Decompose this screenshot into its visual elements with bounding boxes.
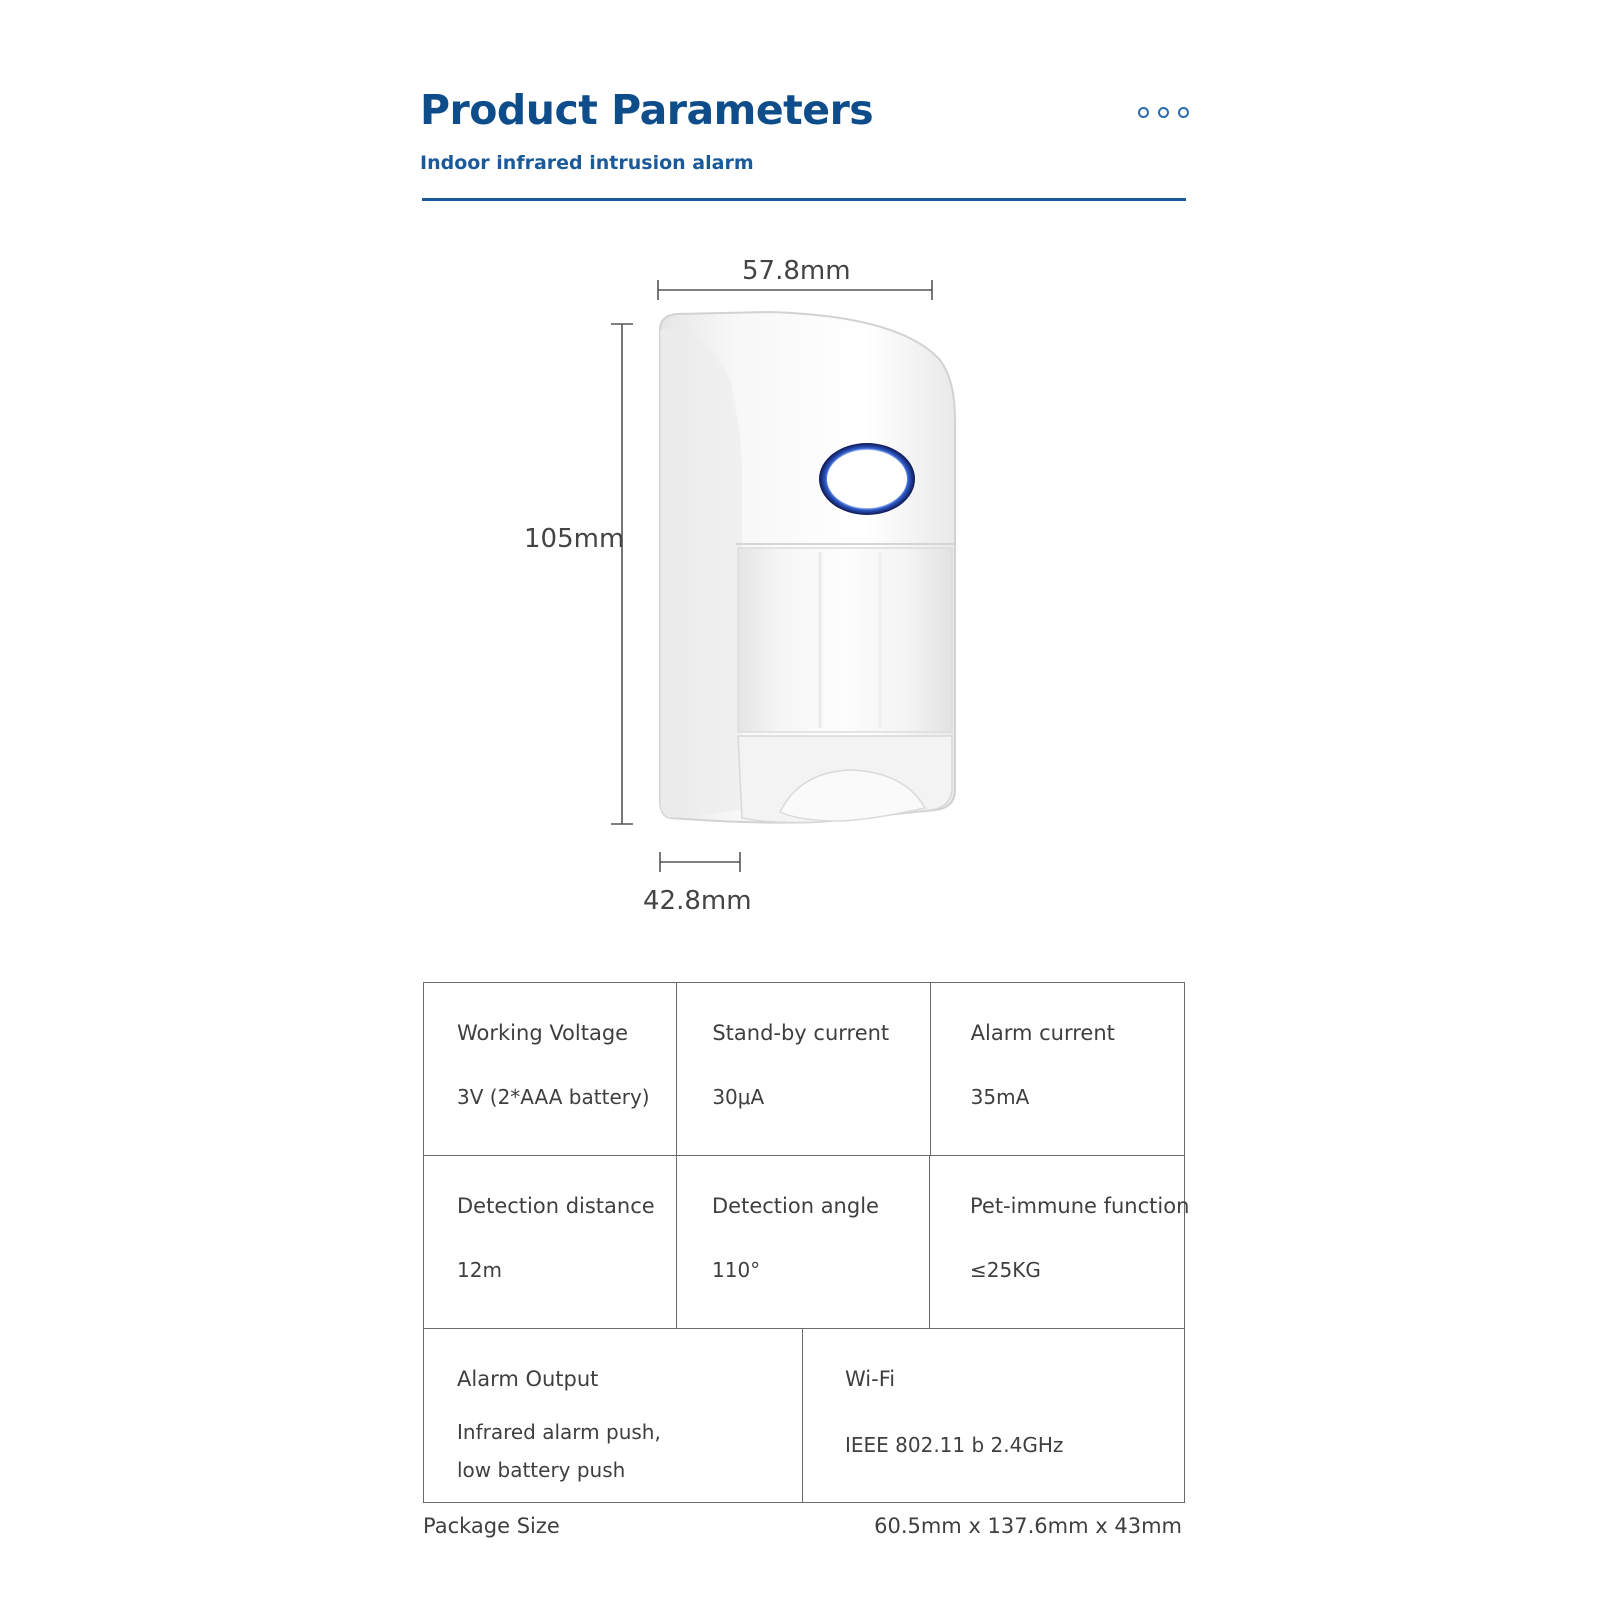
spec-label: Wi-Fi [844, 1367, 896, 1391]
page-title: Product Parameters [420, 86, 874, 134]
spec-table [423, 982, 1190, 1503]
spec-cell-alarm-output [424, 1329, 803, 1502]
spec-cell-detection-angle [677, 1156, 930, 1328]
width-dimension-label: 57.8mm [742, 256, 851, 286]
spec-value: 3V (2*AAA battery) [457, 1085, 650, 1109]
spec-value: ≤25KG [970, 1258, 1041, 1282]
sensor-device [660, 312, 955, 823]
spec-value: IEEE 802.11 b 2.4GHz [844, 1433, 1064, 1457]
spec-row [424, 1329, 1184, 1502]
spec-value-multiline: Infrared alarm push, low battery push [457, 1420, 661, 1482]
spec-cell-working-voltage [424, 983, 677, 1155]
height-dimension-label: 105mm [524, 524, 625, 554]
spec-row [424, 1156, 1190, 1329]
spec-label: Alarm current [970, 1021, 1115, 1045]
spec-cell-detection-distance [424, 1156, 677, 1328]
spec-label: Detection angle [712, 1194, 879, 1218]
spec-cell-alarm-current [931, 983, 1184, 1155]
spec-value: 110° [712, 1258, 761, 1282]
spec-value: 30μA [712, 1085, 765, 1109]
depth-dimension-line [660, 852, 740, 872]
spec-label: Alarm Output [457, 1367, 599, 1391]
spec-cell-pet-immune [930, 1156, 1190, 1328]
package-size-value: 60.5mm x 137.6mm x 43mm [874, 1514, 1182, 1538]
spec-row [424, 983, 1184, 1156]
height-dimension-line [611, 324, 633, 824]
spec-cell-standby-current [677, 983, 930, 1155]
spec-label: Working Voltage [457, 1021, 629, 1045]
spec-label: Detection distance [457, 1194, 655, 1218]
page-subtitle: Indoor infrared intrusion alarm [420, 152, 754, 174]
spec-label: Stand-by current [712, 1021, 890, 1045]
spec-value: 35mA [970, 1085, 1030, 1109]
spec-label: Pet-immune function [970, 1194, 1190, 1218]
spec-value: 12m [457, 1258, 502, 1282]
package-size-label: Package Size [423, 1514, 560, 1538]
depth-dimension-label: 42.8mm [643, 886, 752, 916]
spec-cell-wifi [803, 1329, 1184, 1502]
